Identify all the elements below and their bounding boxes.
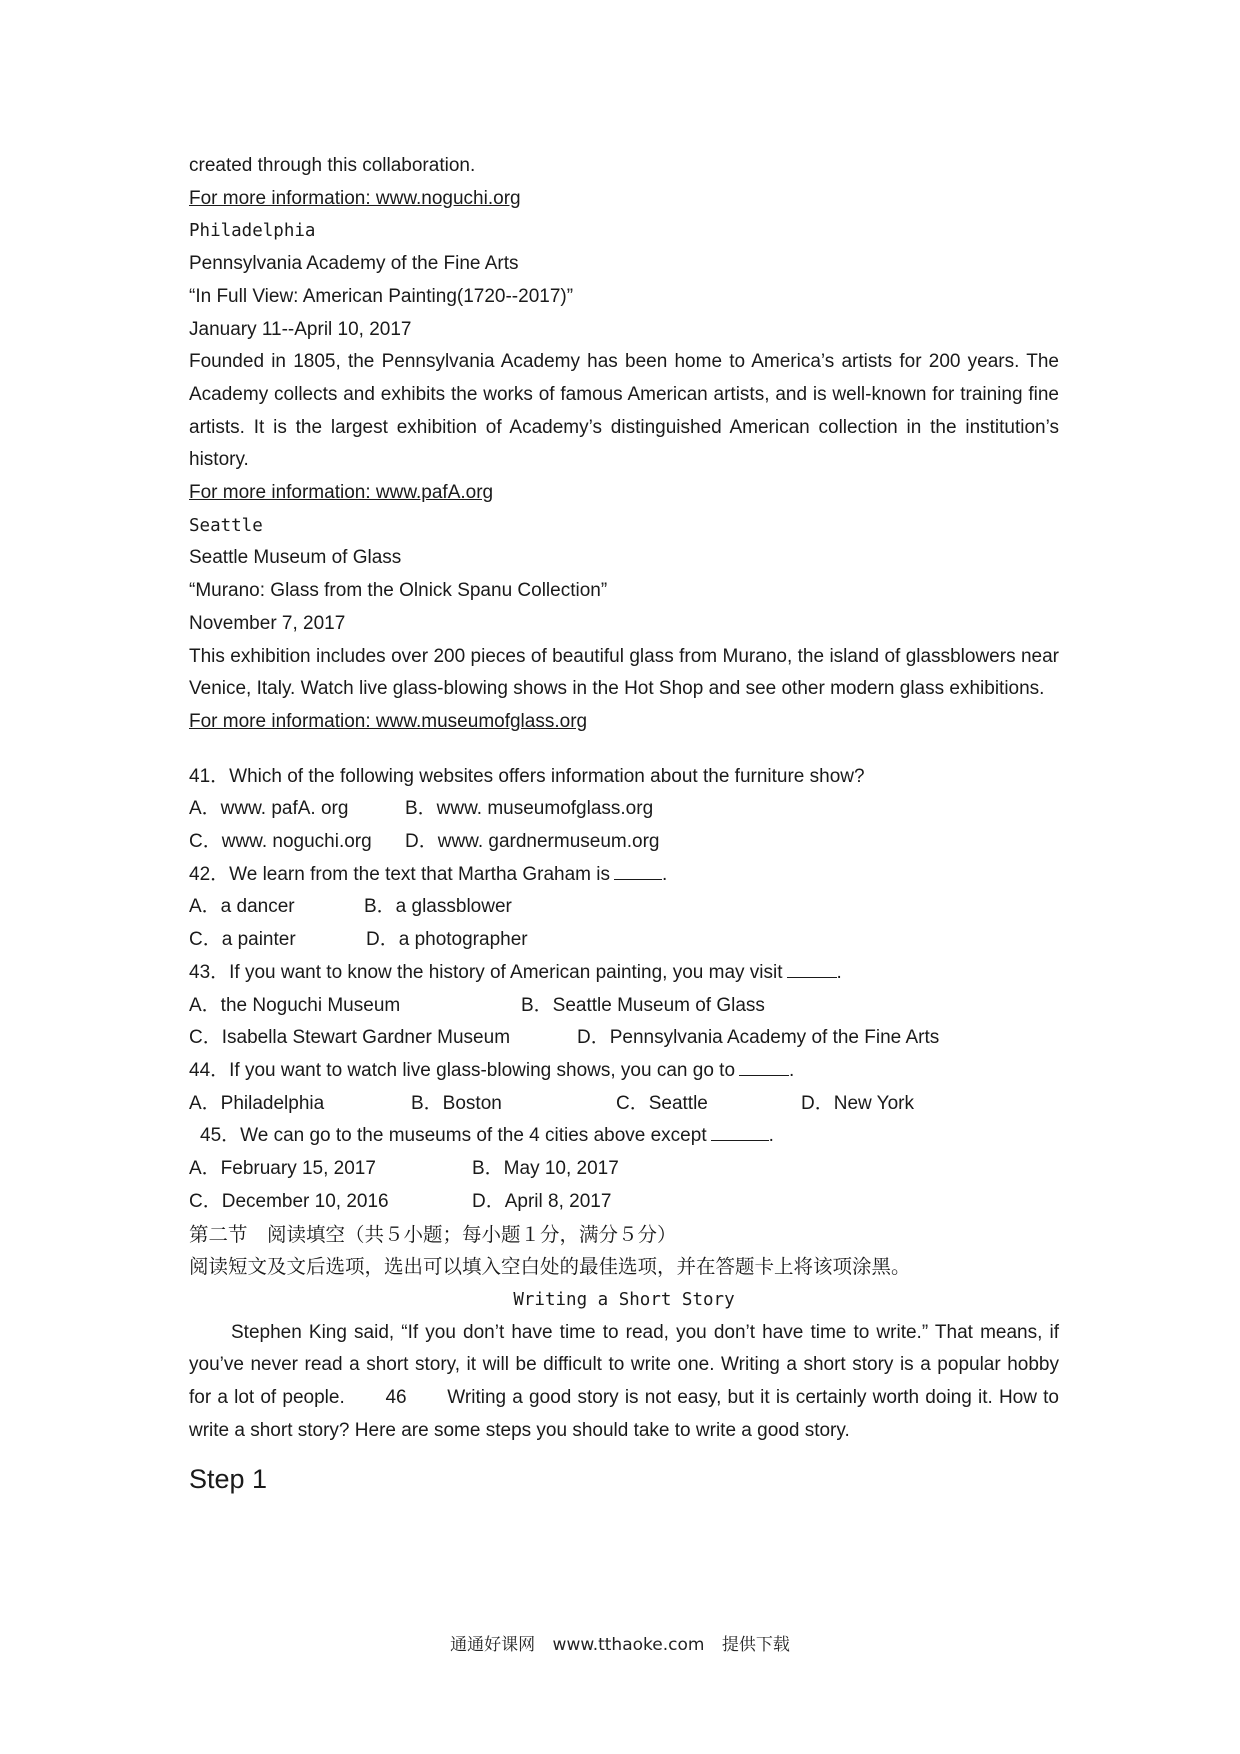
city-seattle: Seattle	[189, 515, 263, 536]
q43-option-c[interactable]: C．Isabella Stewart Gardner Museum	[189, 1027, 511, 1049]
q42-option-b[interactable]: B．a glassblower	[364, 896, 512, 918]
spacer	[189, 739, 1059, 761]
q45-option-d[interactable]: D．April 8, 2017	[472, 1190, 612, 1212]
question-44-blank	[739, 1057, 789, 1076]
city-philadelphia: Philadelphia	[189, 221, 316, 242]
question-42-options-row2	[189, 924, 1059, 957]
question-45	[189, 1120, 1059, 1153]
footer-suffix: 提供下载	[721, 1635, 790, 1655]
dates-pafa: January 11--April 10, 2017	[189, 318, 412, 340]
question-41-options-row1	[189, 793, 1059, 826]
footer-url[interactable]: www.tthaoke.com	[552, 1635, 705, 1655]
q45-option-c[interactable]: C．December 10, 2016	[189, 1190, 389, 1212]
story-paragraph: Stephen King said, “If you don’t have time to read, you don’t have time to write.” That means, if you’ve never read a short story, it will be difficult to write one. Writing a short story is a popular hobby for a lot of people. 46 Writing a good story is not easy, but it is certainly worth doing it. How to write a short story? Here are some steps you should take to write a good story.	[189, 1321, 1059, 1441]
question-43-options-row1	[189, 990, 1059, 1023]
exam-page	[189, 150, 1059, 1499]
question-43-stem: 43．If you want to know the history of American painting, you may visit	[189, 961, 783, 983]
glass-museum-info-link[interactable]: For more information: www.museumofglass.org	[189, 710, 588, 732]
question-43-options-row2	[189, 1022, 1059, 1055]
story-title: Writing a Short Story	[513, 1289, 735, 1310]
exhibition-glass-museum: “Murano: Glass from the Olnick Spanu Collection”	[189, 580, 608, 602]
q42-option-c[interactable]: C．a painter	[189, 929, 296, 951]
question-42-stem: 42．We learn from the text that Martha Graham is	[189, 863, 610, 885]
question-45-options-row1	[189, 1153, 1059, 1186]
question-45-blank	[711, 1122, 769, 1141]
noguchi-info-link[interactable]: For more information: www.noguchi.org	[189, 187, 521, 209]
question-44-tail: .	[789, 1059, 795, 1081]
question-42	[189, 859, 1059, 892]
question-45-tail: .	[768, 1125, 774, 1147]
pafa-info-link[interactable]: For more information: www.pafA.org	[189, 482, 494, 504]
question-43-tail: .	[836, 961, 842, 983]
section-2-instruction: 阅读短文及文后选项，选出可以填入空白处的最佳选项，并在答题卡上将该项涂黑。	[189, 1255, 911, 1279]
question-42-blank	[614, 861, 662, 880]
question-43	[189, 957, 1059, 990]
dates-glass-museum: November 7, 2017	[189, 612, 346, 634]
q42-option-a[interactable]: A．a dancer	[189, 896, 295, 918]
question-45-stem: 45．We can go to the museums of the 4 cities above except	[200, 1125, 707, 1147]
q41-option-a[interactable]: A．www. pafA. org	[189, 798, 349, 820]
section-2-heading: 第二节 阅读填空（共５小题；每小题１分，满分５分）	[189, 1222, 677, 1246]
question-43-blank	[787, 959, 837, 978]
question-42-options-row1	[189, 891, 1059, 924]
q41-option-b[interactable]: B．www. museumofglass.org	[405, 798, 654, 820]
passage-tail-text: created through this collaboration.	[189, 155, 476, 176]
q45-option-a[interactable]: A．February 15, 2017	[189, 1158, 376, 1180]
page-footer	[0, 1630, 1240, 1655]
q44-option-b[interactable]: B．Boston	[411, 1092, 502, 1114]
q43-option-a[interactable]: A．the Noguchi Museum	[189, 994, 401, 1016]
q41-option-c[interactable]: C．www. noguchi.org	[189, 831, 372, 853]
question-44-stem: 44．If you want to watch live glass-blowing shows, you can go to	[189, 1059, 736, 1081]
question-45-options-row2	[189, 1186, 1059, 1219]
q43-option-d[interactable]: D．Pennsylvania Academy of the Fine Arts	[577, 1027, 940, 1049]
description-glass-museum: This exhibition includes over 200 pieces of beautiful glass from Murano, the island of glassblowers near Venice, Italy. Watch live glass-blowing shows in the Hot Shop and see other modern glass exhibitions.	[189, 645, 1059, 700]
q41-option-d[interactable]: D．www. gardnermuseum.org	[405, 831, 660, 853]
exhibition-pafa: “In Full View: American Painting(1720--2017)”	[189, 285, 574, 307]
q43-option-b[interactable]: B．Seattle Museum of Glass	[521, 994, 765, 1016]
question-42-tail: .	[662, 863, 668, 885]
q44-option-a[interactable]: A．Philadelphia	[189, 1092, 325, 1114]
step-1-heading: Step 1	[189, 1464, 268, 1495]
venue-pafa: Pennsylvania Academy of the Fine Arts	[189, 253, 519, 275]
question-44	[189, 1055, 1059, 1088]
description-pafa: Founded in 1805, the Pennsylvania Academy has been home to America’s artists for 200 years. The Academy collects and exhibits the works of famous American artists, and is well-known for training fine artists. It is the largest exhibition of Academy’s distinguished American collection in the institution’s history.	[189, 351, 1059, 471]
q42-option-d[interactable]: D．a photographer	[366, 929, 528, 951]
q44-option-d[interactable]: D．New York	[801, 1092, 914, 1114]
q44-option-c[interactable]: C．Seattle	[616, 1092, 708, 1114]
question-41-stem: 41．Which of the following websites offers information about the furniture show?	[189, 765, 865, 787]
footer-site-name: 通通好课网	[450, 1635, 536, 1655]
q45-option-b[interactable]: B．May 10, 2017	[472, 1158, 619, 1180]
question-41-options-row2	[189, 826, 1059, 859]
venue-glass-museum: Seattle Museum of Glass	[189, 547, 402, 569]
question-44-options	[189, 1088, 1059, 1121]
